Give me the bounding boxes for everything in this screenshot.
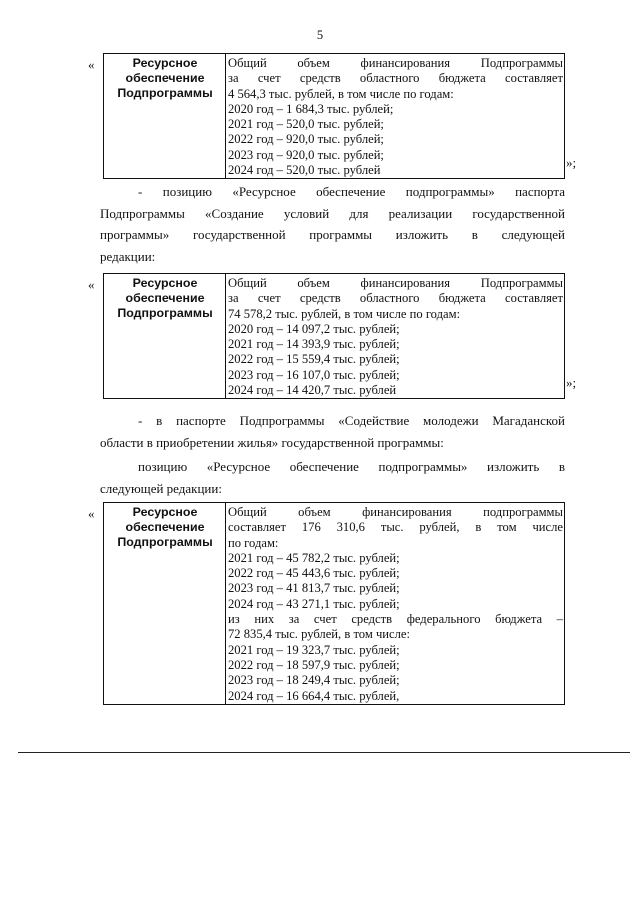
- label-line: обеспечение: [125, 291, 205, 306]
- year-line: 2024 год – 520,0 тыс. рублей: [228, 163, 381, 178]
- paragraph-line: редакции:: [100, 248, 156, 264]
- year-line: 2021 год – 19 323,7 тыс. рублей;: [228, 642, 400, 657]
- year-line: 2020 год – 1 684,3 тыс. рублей;: [228, 101, 394, 116]
- paragraph-line: Подпрограммы «Создание условий для реализации государственной: [100, 205, 565, 221]
- opening-quote: «: [88, 506, 95, 521]
- year-line: 2020 год – 14 097,2 тыс. рублей;: [228, 321, 400, 336]
- year-line: 2024 год – 16 664,4 тыс. рублей,: [228, 688, 400, 703]
- resource-table-2: [103, 273, 565, 399]
- resource-table-3: [103, 502, 565, 705]
- funding-line: 4 564,3 тыс. рублей, в том числе по годам:: [228, 86, 454, 101]
- funding-content-cell: [226, 54, 565, 179]
- resource-label-cell: [104, 54, 226, 179]
- funding-line: Общий объем финансирования Подпрограммы: [228, 56, 563, 70]
- funding-content-cell: [226, 503, 565, 705]
- year-line: 2021 год – 45 782,2 тыс. рублей;: [228, 550, 400, 565]
- label-line: Подпрограммы: [117, 306, 213, 321]
- label-line: обеспечение: [125, 520, 205, 535]
- year-line: 2022 год – 45 443,6 тыс. рублей;: [228, 566, 400, 581]
- paragraph-line: - в паспорте Подпрограммы «Содействие молодежи Магаданской: [138, 413, 565, 428]
- year-line: 2023 год – 16 107,0 тыс. рублей;: [228, 367, 400, 382]
- year-line: 2024 год – 14 420,7 тыс. рублей: [228, 383, 397, 398]
- table-row: [104, 503, 565, 705]
- table-row: [104, 274, 565, 399]
- paragraph-line: - позицию «Ресурсное обеспечение подпрограммы» паспорта: [138, 184, 565, 199]
- funding-line: 74 578,2 тыс. рублей, в том числе по годам:: [228, 306, 461, 321]
- footer-divider: [18, 752, 630, 753]
- funding-line: по годам:: [228, 535, 279, 550]
- federal-funding-line: 72 835,4 тыс. рублей, в том числе:: [228, 627, 410, 642]
- paragraph-line: области в приобретении жилья» государственной программы:: [100, 434, 444, 450]
- year-line: 2024 год – 43 271,1 тыс. рублей;: [228, 596, 400, 611]
- label-line: Ресурсное: [132, 56, 198, 70]
- closing-quote: »;: [566, 375, 577, 390]
- label-line: Ресурсное: [132, 505, 198, 519]
- label-line: Подпрограммы: [117, 86, 213, 101]
- table-row: [104, 54, 565, 179]
- funding-line: Общий объем финансирования подпрограммы: [228, 505, 563, 519]
- paragraph-line: программы» государственной программы изложить в следующей: [100, 227, 565, 242]
- label-line: Ресурсное: [132, 276, 198, 290]
- funding-line: за счет средств областного бюджета составляет: [228, 291, 563, 306]
- year-line: 2023 год – 18 249,4 тыс. рублей;: [228, 673, 400, 688]
- funding-line: составляет 176 310,6 тыс. рублей, в том числе: [228, 520, 563, 535]
- paragraph-line: следующей редакции:: [100, 480, 222, 496]
- year-line: 2022 год – 18 597,9 тыс. рублей;: [228, 657, 400, 672]
- opening-quote: «: [88, 277, 95, 292]
- funding-content-cell: [226, 274, 565, 399]
- instruction-paragraph-3: [100, 456, 565, 499]
- year-line: 2022 год – 15 559,4 тыс. рублей;: [228, 352, 400, 367]
- label-line: обеспечение: [125, 71, 205, 86]
- paragraph-line: позицию «Ресурсное обеспечение подпрограммы» изложить в: [138, 459, 565, 474]
- instruction-paragraph-2: [100, 410, 565, 453]
- resource-label-cell: [104, 274, 226, 399]
- label-line: Подпрограммы: [117, 535, 213, 550]
- federal-funding-line: из них за счет средств федерального бюджета –: [228, 612, 563, 627]
- funding-line: за счет средств областного бюджета составляет: [228, 71, 563, 86]
- funding-line: Общий объем финансирования Подпрограммы: [228, 276, 563, 290]
- year-line: 2021 год – 14 393,9 тыс. рублей;: [228, 337, 400, 352]
- resource-label-cell: [104, 503, 226, 705]
- instruction-paragraph-1: [100, 181, 565, 267]
- closing-quote: »;: [566, 155, 577, 170]
- year-line: 2023 год – 920,0 тыс. рублей;: [228, 147, 384, 162]
- year-line: 2022 год – 920,0 тыс. рублей;: [228, 132, 384, 147]
- year-line: 2021 год – 520,0 тыс. рублей;: [228, 117, 384, 132]
- opening-quote: «: [88, 57, 95, 72]
- resource-table-1: [103, 53, 565, 179]
- year-line: 2023 год – 41 813,7 тыс. рублей;: [228, 581, 400, 596]
- page-number: 5: [316, 28, 324, 42]
